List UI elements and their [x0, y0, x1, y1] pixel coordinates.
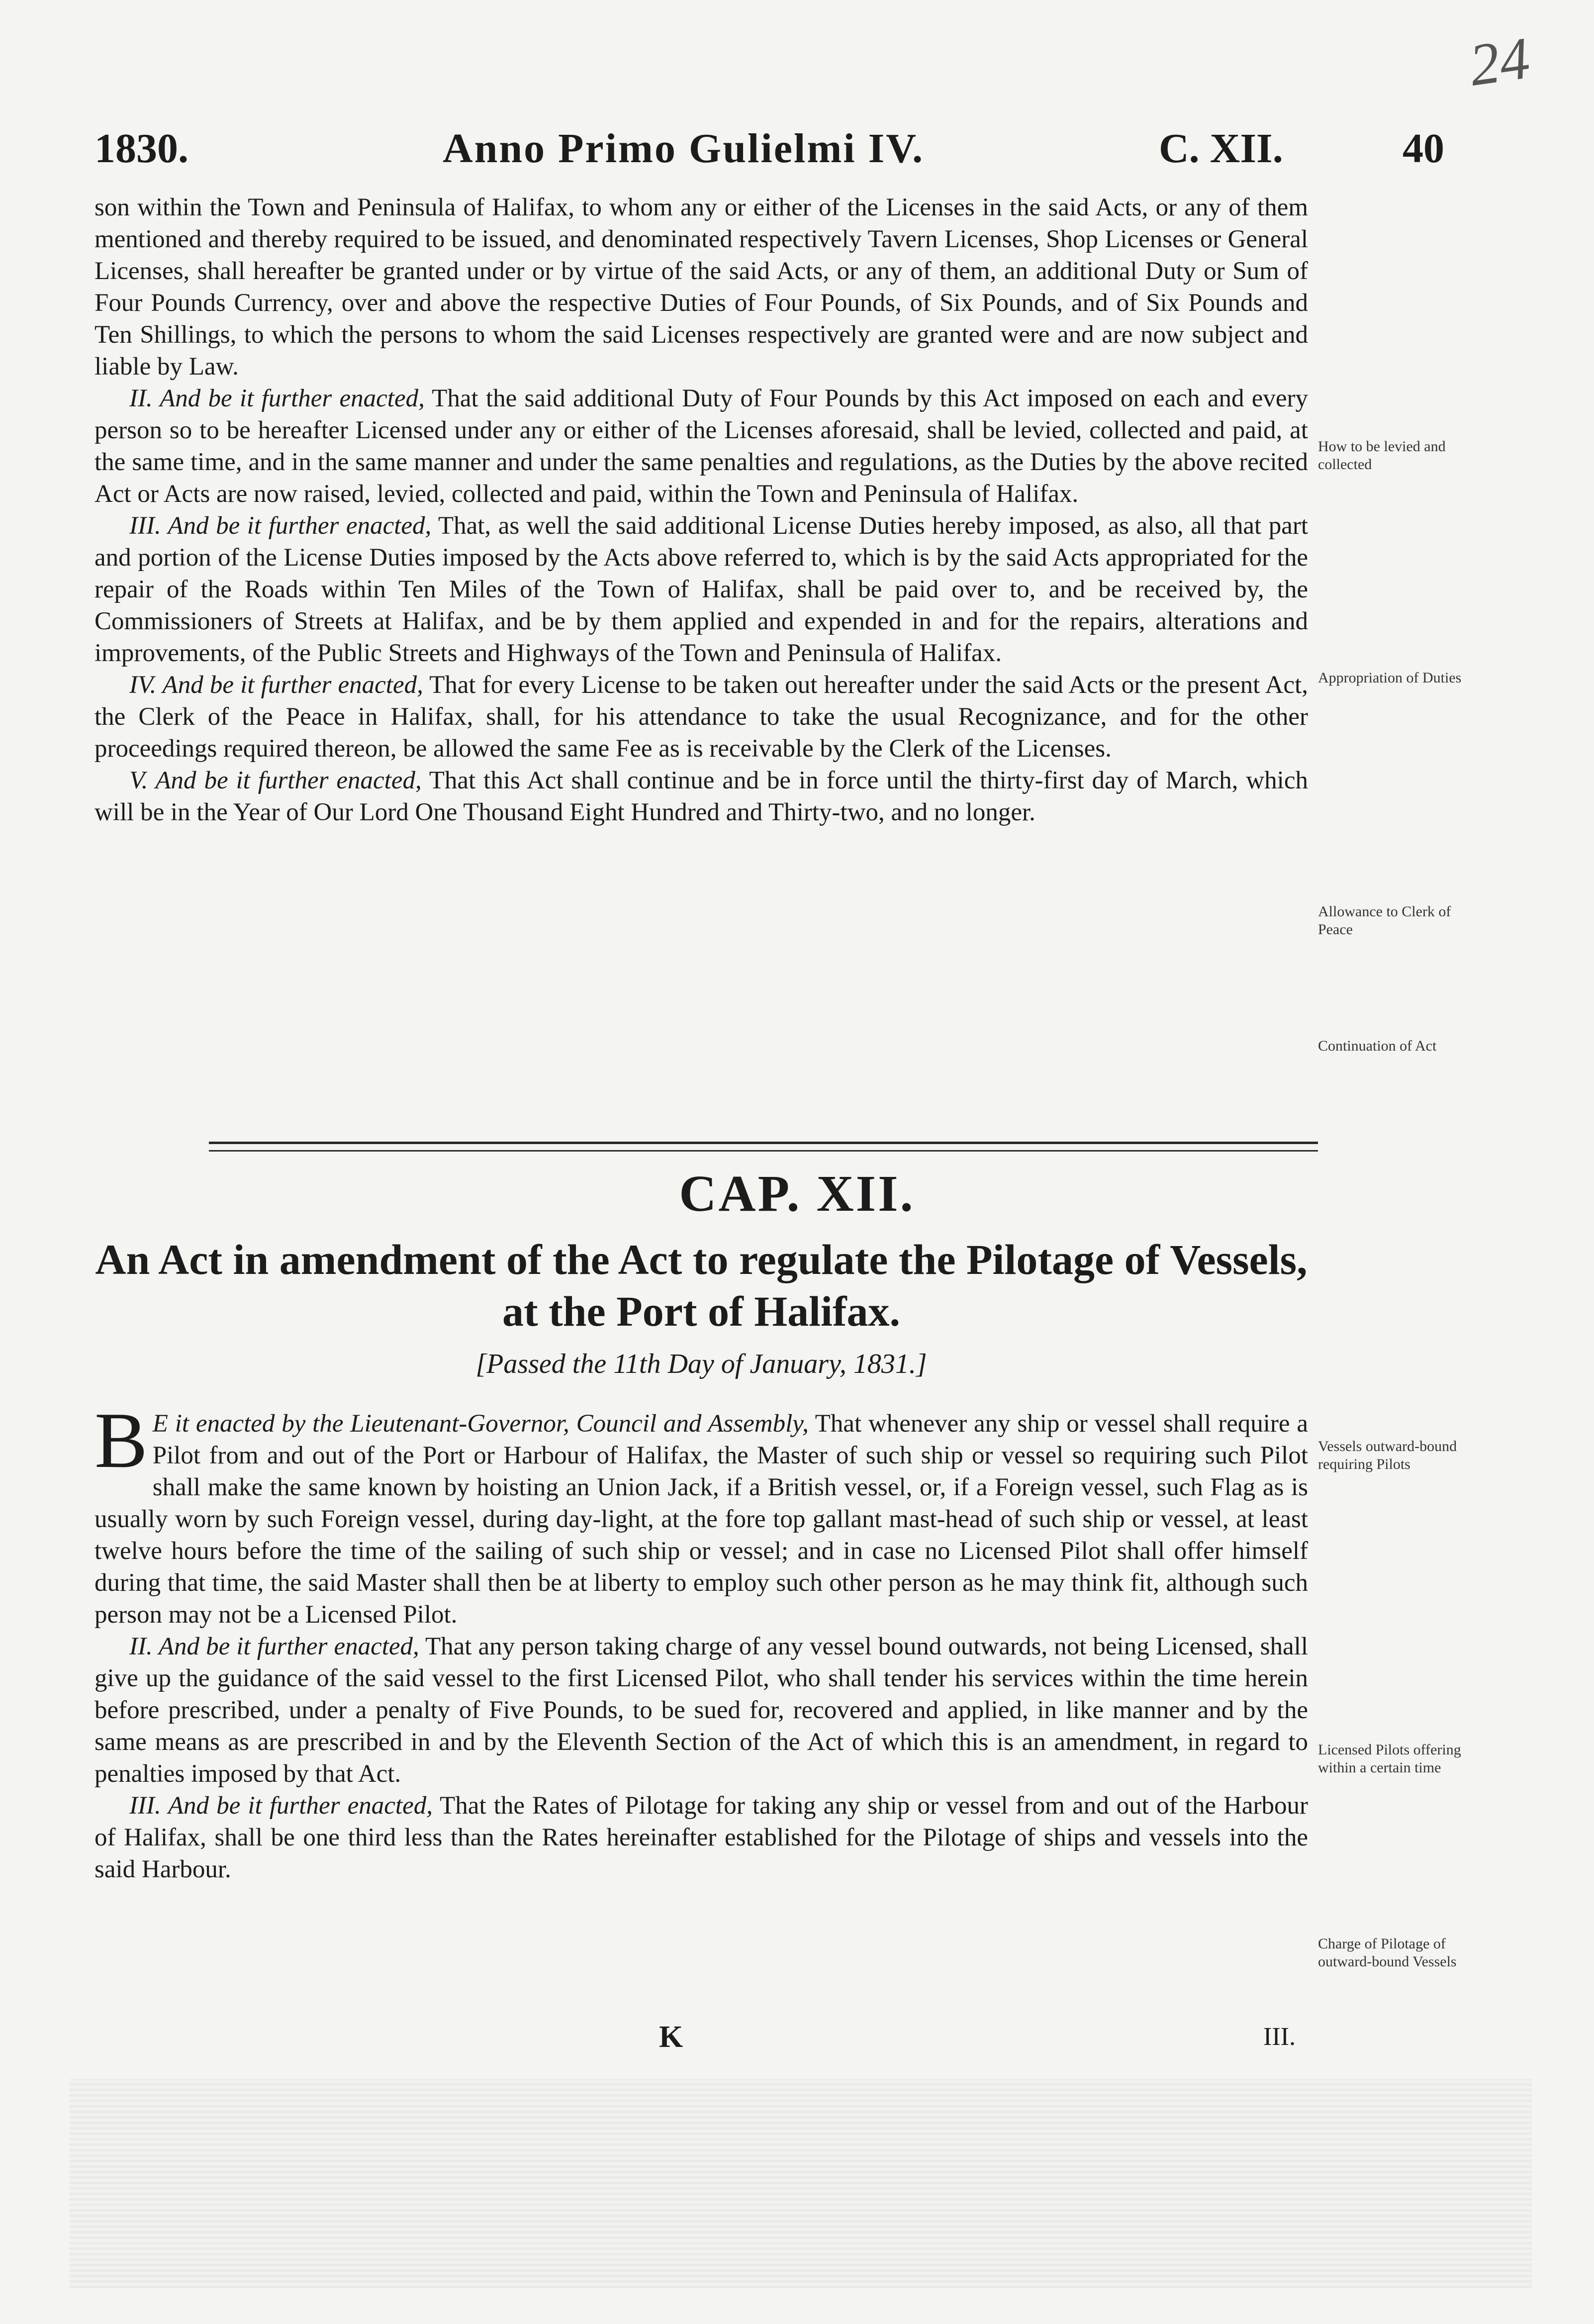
margin-note-licensed-pilots: Licensed Pilots offering within a certain time — [1318, 1742, 1461, 1776]
previous-act-text — [94, 192, 1308, 828]
signature-mark: K — [659, 2020, 683, 2054]
margin-note-allowance: Allowance to Clerk of Peace — [1318, 903, 1451, 938]
section-ii-lead: II. And be it further enacted, — [129, 385, 425, 412]
section-iv-lead: IV. And be it further enacted, — [129, 671, 423, 699]
section-ii-text: That the said additional Duty of Four Pounds by this Act imposed on each and every person so to be hereafter Licensed under any or either of the Licenses aforesaid, shall be levied, collected and paid, at the same time, and in the same manner and under the same penalties and regulations, as the Duties by the above recited Act or Acts are now raised, levied, collected and paid, within the Town and Peninsula of Halifax. — [94, 385, 1308, 508]
section-iii-lead: III. And be it further enacted, — [129, 512, 432, 540]
running-head-year: 1830. — [94, 125, 188, 172]
enacting-clause-text: That whenever any ship or vessel shall require a Pilot from and out of the Port or Harbour of Halifax, the Master of such ship or vessel so requiring such Pilot shall make the same known by hoisting an Union Jack, if a British vessel, or, if a Foreign vessel, such Flag as is usually worn by such Foreign vessel, during day-light, at the fore top gallant mast-head of such ship or vessel, at least twelve hours before the time of the sailing of such ship or vessel; and in case no Licensed Pilot shall offer himself during that time, the said Master shall then be at liberty to employ such other person as he may think fit, although such person may not be a Licensed Pilot. — [94, 1410, 1308, 1629]
section-iii-paragraph — [94, 510, 1308, 669]
section-divider-rule — [209, 1142, 1318, 1144]
section-v-lead: V. And be it further enacted, — [129, 767, 422, 794]
drop-cap: B — [94, 1396, 148, 1484]
handwritten-folio-number: 24 — [1465, 24, 1534, 98]
section-iv-text: That for every License to be taken out hereafter under the said Acts or the present Act, the Clerk of the Peace in Halifax, shall, for his attendance to take the usual Recognizance, and for the other proceedings required thereon, be allowed the same Fee as is receivable by the Clerk of the Licenses. — [94, 671, 1308, 763]
margin-note-appropriation: Appropriation of Duties — [1318, 670, 1462, 686]
pilotage-section-ii-text: That any person taking charge of any vessel bound outwards, not being Licensed, shall give up the guidance of the said vessel to the first Licensed Pilot, who shall tender his services within the time herein before prescribed, under a penalty of Five Pounds, to be sued for, recovered and applied, in like manner and by the same means as are prescribed in and by the Eleventh Section of the Act of which this is an amendment, in regard to penalties imposed by that Act. — [94, 1633, 1309, 1788]
passed-date: [Passed the 11th Day of January, 1831.] — [475, 1349, 927, 1379]
act-title: An Act in amendment of the Act to regulate the Pilotage of Vessels, at the Port of Halifax. — [95, 1236, 1308, 1335]
enacting-clause-paragraph — [94, 1396, 1308, 1631]
pilotage-section-ii-paragraph — [94, 1631, 1308, 1790]
catchword: III. — [1263, 2023, 1296, 2051]
section-ii-paragraph — [94, 383, 1308, 510]
pilotage-section-iii-lead: III. And be it further enacted, — [129, 1792, 433, 1820]
pilotage-section-iii-paragraph — [94, 1790, 1308, 1885]
scan-artifact-region — [70, 2079, 1532, 2288]
pilotage-section-iii-text: That the Rates of Pilotage for taking any ship or vessel from and out of the Harbour of Halifax, shall be one third less than the Rates hereinafter established for the Pilotage of ships and vessels into the said Harbour. — [94, 1792, 1309, 1883]
section-iv-paragraph — [94, 669, 1308, 765]
section-v-text: That this Act shall continue and be in force until the thirty-first day of March, which will be in the Year of Our Lord One Thousand Eight Hundred and Thirty-two, and no longer. — [94, 767, 1308, 826]
enacting-clause-lead: E it enacted by the Lieutenant-Governor, Council and Assembly, — [152, 1410, 809, 1438]
running-head — [94, 124, 1457, 184]
chapter-heading: CAP. XII. — [679, 1165, 915, 1222]
running-head-chapter: C. XII. — [1159, 125, 1283, 172]
section-divider-rule-thin — [209, 1150, 1318, 1152]
margin-note-continuation: Continuation of Act — [1318, 1038, 1437, 1054]
margin-note-levy: How to be levied and collected — [1318, 438, 1446, 473]
continuation-paragraph: son within the Town and Peninsula of Halifax, to whom any or either of the Licenses in the said Acts, or any of them mentioned and thereby required to be issued, and denominated respectively Tavern Licenses, Shop Licenses or General Licenses, shall hereafter be granted under or by virtue of the said Acts, or any of them, an additional Duty or Sum of Four Pounds Currency, over and above the respective Duties of Four Pounds, of Six Pounds, and of Six Pounds and Ten Shillings, to which the persons to whom the said Licenses respectively are granted were and are now subject and liable by Law. — [94, 194, 1308, 381]
section-iii-text: That, as well the said additional License Duties hereby imposed, as also, all that part and portion of the License Duties imposed by the Acts above referred to, which is by the said Acts appropriated for the repair of the Roads within Ten Miles of the Town of Halifax, shall be paid over to, and be received by, the Commissioners of Streets at Halifax, and be by them applied and expended in and for the repairs, alterations and improvements, of the Public Streets and Highways of the Town and Peninsula of Halifax. — [94, 512, 1309, 667]
pilotage-act-text — [94, 1396, 1309, 1885]
pilotage-section-ii-lead: II. And be it further enacted, — [129, 1633, 419, 1660]
margin-note-vessels-outward: Vessels outward-bound requiring Pilots — [1318, 1438, 1457, 1472]
section-v-paragraph — [94, 765, 1308, 828]
page-number: 40 — [1403, 125, 1444, 172]
margin-note-charge-of-pilotage: Charge of Pilotage of outward-bound Vessels — [1318, 1936, 1457, 1970]
running-head-title: Anno Primo Gulielmi IV. — [443, 125, 925, 172]
